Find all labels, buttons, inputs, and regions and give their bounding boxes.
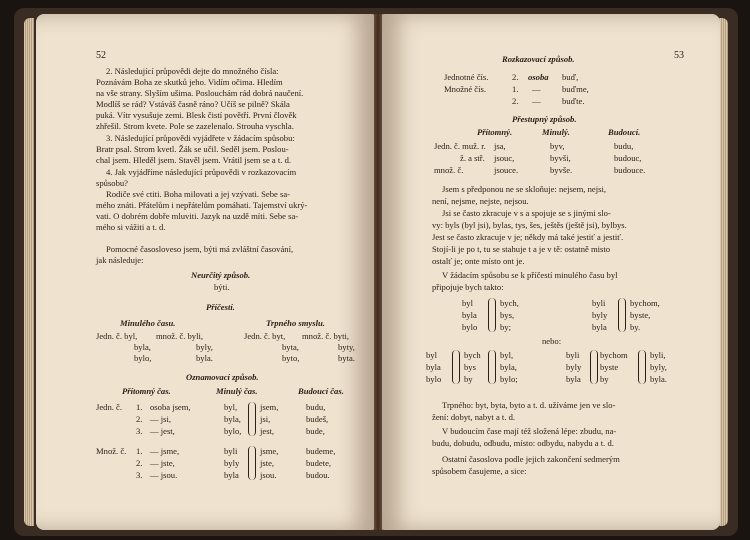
subj-form: by: [600, 374, 609, 384]
future-form: budu,: [306, 402, 326, 412]
present-form: — jsou.: [150, 470, 178, 480]
subj-form: byla: [566, 374, 581, 384]
imp-person: 1.: [512, 84, 519, 94]
past-form: byly: [224, 458, 240, 468]
page-number: 53: [674, 50, 684, 61]
right-page: [382, 14, 720, 530]
past-row: bylo,: [134, 353, 152, 363]
future-form: budete,: [306, 458, 332, 468]
paragraph-line: V žádacím spůsobu se k příčestí minulého času byl: [442, 270, 618, 280]
paragraph-line: V budoucím čase mají též složená lépe: zbudu, na-: [442, 426, 617, 436]
brace: [618, 298, 626, 332]
paragraph-line: Jest se často zkracuje v je; někdy má také jestiť a jestiť.: [432, 232, 624, 242]
subj-form: byl,: [500, 350, 514, 360]
paragraph-line: Stojí-li je po t, tu se stahuje t a je v tě: ostatně misto: [432, 244, 611, 254]
cond-label: Jedn. č. muž. r.: [434, 141, 486, 151]
subj-form: bylo;: [500, 374, 518, 384]
paragraph-line: není, nejsme, nejste, nejsou.: [432, 196, 529, 206]
col-future: Budoucí čas.: [298, 386, 344, 396]
present-form: osoba jsem,: [150, 402, 191, 412]
past-row: byla,: [134, 342, 151, 352]
singular-label: Jedn. č.: [96, 402, 123, 412]
subj-form: bychom,: [630, 298, 660, 308]
future-form: budou.: [306, 470, 330, 480]
paragraph-line: Trpného: byt, byta, byto a t. d. užíváme jen ve slo-: [442, 400, 616, 410]
infinitive-title: Neurčitý způsob.: [191, 270, 251, 280]
paragraph-line: spůsobem časujeme, a sice:: [432, 466, 527, 476]
cond-form: byvše.: [550, 165, 573, 175]
brace: [638, 350, 646, 384]
cond-form: jsouc,: [494, 153, 515, 163]
subj-form: by: [464, 374, 473, 384]
imp-person: 2.: [512, 72, 519, 82]
subj-form: by;: [500, 322, 511, 332]
paragraph-line: připojuje bych takto:: [432, 282, 504, 292]
subj-form: byli: [592, 298, 606, 308]
cond-form: budu,: [614, 141, 634, 151]
cond-label: množ. č.: [434, 165, 464, 175]
passive-row: byto,: [282, 353, 300, 363]
subj-form: byly,: [650, 362, 667, 372]
paragraph-line: Ostatní časoslova podle jejich zakončení sedmerým: [442, 454, 620, 464]
brace: [248, 402, 256, 436]
cond-form: jsouce.: [494, 165, 519, 175]
passive-row: byty,: [338, 342, 355, 352]
imp-dash: —: [532, 84, 541, 94]
imp-person: 2.: [512, 96, 519, 106]
subj-form: byli,: [650, 350, 666, 360]
future-form: bude,: [306, 426, 325, 436]
imp-form: buďme,: [562, 84, 589, 94]
subj-form: byla,: [500, 362, 517, 372]
brace: [590, 350, 598, 384]
imp-label: Jednotné čís.: [444, 72, 489, 82]
brace: [488, 350, 496, 384]
subj-form: byla: [426, 362, 441, 372]
past-aux: jste,: [260, 458, 275, 468]
subj-form: bychom: [600, 350, 628, 360]
past-aux: jsou.: [260, 470, 277, 480]
past-form: byl,: [224, 402, 238, 412]
col-past: Minulý čas.: [216, 386, 258, 396]
exercise-2-line: Modlíš se rád? Vstáváš časně ráno? Učíš se pilně? Skála: [96, 99, 290, 109]
person-num: 2.: [136, 414, 143, 424]
cond-col: Budoucí.: [608, 127, 641, 137]
participle-title: Příčestí.: [206, 302, 235, 312]
exercise-2-line: zhřešil. Strom kvete. Pole se zazelenalo. Strouha vyschla.: [96, 121, 294, 131]
subj-form: byste,: [630, 310, 651, 320]
passive-row: byta.: [338, 353, 355, 363]
imp-label: Množné čís.: [444, 84, 487, 94]
exercise-2-line: Poznávám Boha ze skutků jeho. Vidím očima. Hledím: [96, 77, 283, 87]
exercise-3-line: chal jsem. Hleděl jsem. Stavěl jsem. Vrátil jsem se a t. d.: [96, 155, 292, 165]
past-aux: jsem,: [260, 402, 279, 412]
past-row: byla.: [196, 353, 213, 363]
past-form: bylo,: [224, 426, 242, 436]
book: [14, 8, 738, 536]
exercise-3-line: 3. Následující průpovědi vyjádřete v žádacím spůsobu:: [106, 133, 295, 143]
infinitive-form: býti.: [214, 282, 230, 292]
nebo-label: nebo:: [542, 336, 562, 346]
imp-dash: —: [532, 96, 541, 106]
subj-form: bylo: [426, 374, 442, 384]
exercise-4-line: 4. Jak vyjádříme následující průpovědi v rozkazovacím: [106, 167, 297, 177]
page-number: 52: [96, 50, 106, 61]
exercise-3-line: Bratr psal. Strom kvetl. Žák se učil. Seděl jsem. Poslou-: [96, 144, 289, 154]
future-form: budeme,: [306, 446, 336, 456]
passive-row: množ. č. byti,: [302, 331, 350, 341]
exercise-4-line: Rodiče své ctiti. Boha milovati a jej vzývati. Sebe sa-: [106, 189, 291, 199]
subj-form: bych: [464, 350, 481, 360]
passive-row: byta,: [282, 342, 299, 352]
exercise-2-line: 2. Následující průpovědi dejte do množného čísla:: [106, 66, 279, 76]
past-row: byly,: [196, 342, 213, 352]
cond-form: budouc,: [614, 153, 642, 163]
present-form: — jste,: [150, 458, 175, 468]
past-aux: jsi,: [260, 414, 271, 424]
cond-label: ž. a stř.: [460, 153, 485, 163]
subj-form: by.: [630, 322, 641, 332]
cond-form: byvši,: [550, 153, 571, 163]
cond-form: byv,: [550, 141, 565, 151]
cond-form: jsa,: [494, 141, 506, 151]
past-row: množ. č. byli,: [156, 331, 204, 341]
indicative-title: Oznamovací způsob.: [186, 372, 259, 382]
paragraph-line: Jsem s předponou ne se skloňuje: nejsem, nejsi,: [442, 184, 606, 194]
conditional-title: Přestupný způsob.: [512, 114, 577, 124]
paragraph-line: žení: dobyt, nabyt a t. d.: [432, 412, 516, 422]
subj-form: bych,: [500, 298, 519, 308]
imp-form: buďte.: [562, 96, 585, 106]
person-num: 2.: [136, 458, 143, 468]
paragraph-line: budu, dobudu, odbudu, místo: odbydu, nabydu a t. d.: [432, 438, 614, 448]
brace: [248, 446, 256, 480]
paragraph-line: Jsi se často zkracuje v s a spojuje se s jinými slo-: [442, 208, 611, 218]
subj-form: byste: [600, 362, 619, 372]
passive-row: Jedn. č. byt,: [244, 331, 286, 341]
past-row: Jedn. č. byl,: [96, 331, 138, 341]
past-aux: jest,: [260, 426, 275, 436]
exercise-2-line: puká. Vítr vysušuje zemi. Blesk čistí povětří. První člověk: [96, 110, 297, 120]
subj-form: byla: [462, 310, 477, 320]
brace: [452, 350, 460, 384]
past-form: byli: [224, 446, 238, 456]
paragraph-line: ostalť je; onte místo ont je.: [432, 256, 525, 266]
paragraph-line: vy: byls (byl jsi), bylas, tys, šes, ještěs (ještě jsi), bylbys.: [432, 220, 627, 230]
exercise-4-line: mého znáti. Přátelům i nepřátelům pomáhati. Tajemství ukrý-: [96, 200, 308, 210]
cond-col: Minulý.: [542, 127, 570, 137]
exercise-4-line: mého si vážiti a t. d.: [96, 222, 166, 232]
subj-form: bylo: [462, 322, 478, 332]
plural-label: Množ. č.: [96, 446, 127, 456]
past-participle-title: Minulého času.: [120, 318, 176, 328]
brace: [488, 298, 496, 332]
left-page: [36, 14, 374, 530]
passive-participle-title: Trpného smyslu.: [266, 318, 325, 328]
subj-form: byl: [426, 350, 437, 360]
imperative-title: Rozkazovací způsob.: [502, 54, 575, 64]
subj-form: byly: [566, 362, 582, 372]
past-form: byla,: [224, 414, 241, 424]
page-edges-left: [24, 18, 34, 526]
person-num: 1.: [136, 446, 143, 456]
exercise-4-line: spůsobu?: [96, 178, 128, 188]
subj-form: bys: [464, 362, 476, 372]
present-form: — jsme,: [150, 446, 180, 456]
intro-line: jak následuje:: [96, 255, 144, 265]
subj-form: byli: [566, 350, 580, 360]
person-num: 1.: [136, 402, 143, 412]
person-num: 3.: [136, 470, 143, 480]
present-form: — jsi,: [150, 414, 172, 424]
future-form: budeš,: [306, 414, 329, 424]
imp-osoba: osoba: [528, 72, 549, 82]
imp-form: buď,: [562, 72, 579, 82]
col-present: Přítomný čas.: [122, 386, 171, 396]
person-num: 3.: [136, 426, 143, 436]
present-form: — jest,: [150, 426, 175, 436]
intro-line: Pomocné časosloveso jsem, býti má zvláštní časování,: [106, 244, 294, 254]
past-aux: jsme,: [260, 446, 279, 456]
subj-form: byla: [592, 322, 607, 332]
past-form: byla: [224, 470, 239, 480]
subj-form: byl: [462, 298, 473, 308]
exercise-4-line: vati. O dobrém dobře mluviti. Jazyk na uzdě míti. Sebe sa-: [96, 211, 299, 221]
subj-form: byla.: [650, 374, 667, 384]
exercise-2-line: na vše strany. Slyším ušima. Poslouchám rád dobrá naučení.: [96, 88, 304, 98]
cond-form: budouce.: [614, 165, 646, 175]
subj-form: bys,: [500, 310, 515, 320]
subj-form: byly: [592, 310, 608, 320]
cond-col: Přítomný.: [477, 127, 513, 137]
